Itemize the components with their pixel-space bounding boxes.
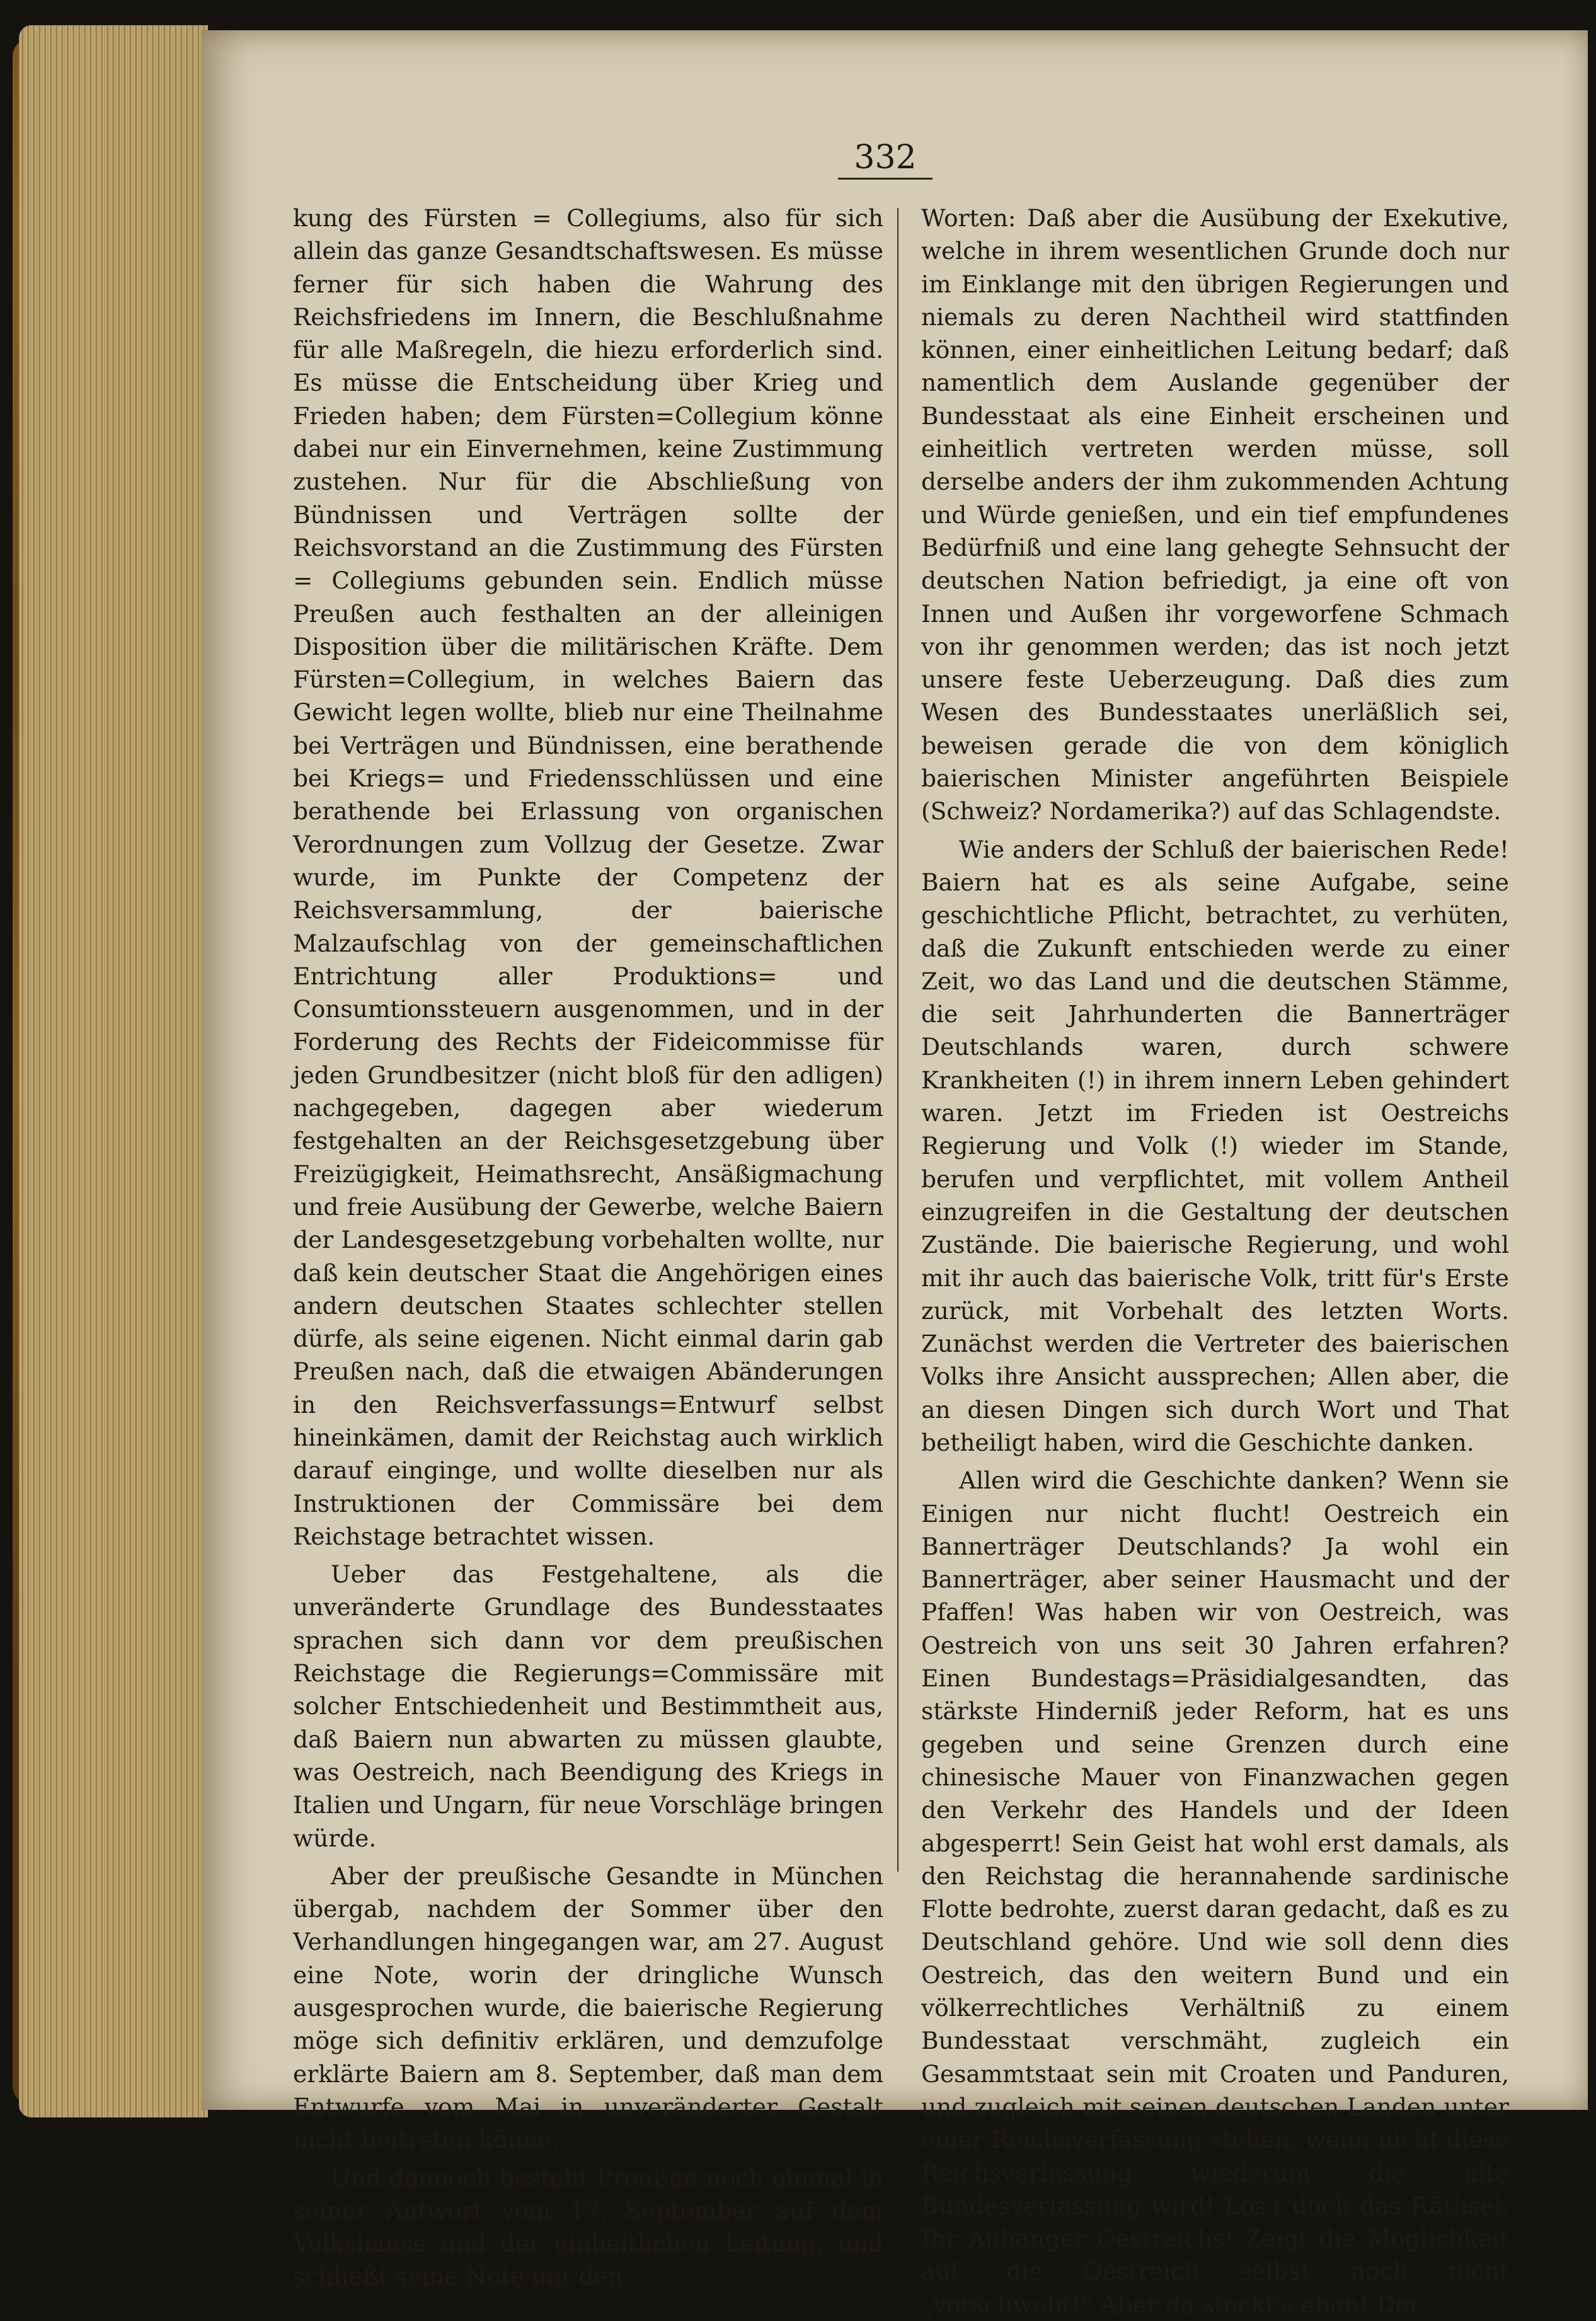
page-number: 332 — [854, 139, 917, 176]
column-divider — [897, 208, 898, 1872]
page-stack-edge — [19, 25, 208, 2117]
paragraph: Aber der preußische Gesandte in München übergab, nachdem der Sommer über den Verhandlungen hingegangen war, am 27. August eine Note, worin der dringliche Wunsch ausgesprochen wurde, die baierische Regierung möge sich definitiv erklären, und demzufolge erklärte Baiern am 8. September, daß man dem Entwurfe vom Mai in unveränderter Gestalt nicht beitreten könne. — [293, 1862, 883, 2154]
left-column — [293, 202, 883, 2293]
paragraph: Allen wird die Geschichte danken? Wenn sie Einigen nur nicht flucht! Oestreich ein Bannerträger Deutschlands? Ja wohl ein Bannerträger, aber seiner Hausmacht und der Pfaffen! Was haben wir von Oestreich, was Oestreich von uns seit 30 Jahren erfahren? Einen Bundestags=Präsidialgesandten, das stärkste Hinderniß jeder Reform, hat es uns gegeben und seine Grenzen durch eine chinesische Mauer von Finanzwachen gegen den Verkehr des Handels und der Ideen abgesperrt! Sein Geist hat wohl erst damals, als den Reichstag die herannahende sardinische Flotte bedrohte, zuerst daran gedacht, daß es zu Deutschland gehöre. Und wie soll denn dies Oestreich, das den weitern Bund und ein völkerrechtliches Verhältniß zu einem Bundesstaat verschmäht, zugleich ein Gesammtstaat sein mit Croaten und Panduren, und zugleich mit seinen deutschen Landen unter einer Reichsverfassung stehen, wenn nicht diese Reichsverfassung wiederum die alte Bundesverfassung wird! Lös't doch das Räthsel, Ihr Anhänger Oestreichs! Zeigt die Möglichkeit auf, die Oestreich selbst noch nicht „vorschwebt!“ Aber da steckt's eben! Der — [921, 1466, 1509, 2318]
paragraph: Wie anders der Schluß der baierischen Rede! Baiern hat es als seine Aufgabe, seine geschichtliche Pflicht, betrachtet, zu verhüten, daß die Zukunft entschieden werde zu einer Zeit, wo das Land und die deutschen Stämme, die seit Jahrhunderten die Bannerträger Deutschlands waren, durch schwere Krankheiten (!) in ihrem innern Leben gehindert waren. Jetzt im Frieden ist Oestreichs Regierung und Volk (!) wieder im Stande, berufen und verpflichtet, mit vollem Antheil einzugreifen in die Gestaltung der deutschen Zustände. Die baierische Regierung, und wohl mit ihr auch das baierische Volk, tritt für's Erste zurück, mit Vorbehalt des letzten Worts. Zunächst werden die Vertreter des baierischen Volks ihre Ansicht aussprechen; Allen aber, die an diesen Dingen sich durch Wort und That betheiligt haben, wird die Geschichte danken. — [921, 835, 1509, 1456]
paragraph: Und dennoch besteht Preußen noch einmal in seiner Antwort vom 17. September auf dem Volkshause und der einheitlichen Leitung, und schließt seine Note mit den — [293, 2163, 883, 2291]
right-column — [921, 202, 1509, 2321]
header-rule — [838, 178, 933, 180]
paragraph: kung des Fürsten = Collegiums, also für sich allein das ganze Gesandtschaftswesen. Es müsse ferner für sich haben die Wahrung des Reichsfriedens im Innern, die Beschlußnahme für alle Maßregeln, die hiezu erforderlich sind. Es müsse die Entscheidung über Krieg und Frieden haben; dem Fürsten=Collegium könne dabei nur ein Einvernehmen, keine Zustimmung zustehen. Nur für die Abschließung von Bündnissen und Verträgen sollte der Reichsvorstand an die Zustimmung des Fürsten = Collegiums gebunden sein. Endlich müsse Preußen auch festhalten an der alleinigen Disposition über die militärischen Kräfte. Dem Fürsten=Collegium, in welches Baiern das Gewicht legen wollte, blieb nur eine Theilnahme bei Verträgen und Bündnissen, eine berathende bei Kriegs= und Friedensschlüssen und eine berathende bei Erlassung von organischen Verordnungen zum Vollzug der Gesetze. Zwar wurde, im Punkte der Competenz der Reichsversammlung, der baierische Malzaufschlag von der gemeinschaftlichen Entrichtung aller Produktions= und Consumtionssteuern ausgenommen, und in der Forderung des Rechts der Fideicommisse für jeden Grundbesitzer (nicht bloß für den adligen) nachgegeben, dagegen aber wiederum festgehalten an der Reichsgesetzgebung über Freizügigkeit, Heimathsrecht, Ansäßigmachung und freie Ausübung der Gewerbe, welche Baiern der Landesgesetzgebung vorbehalten wollte, nur daß kein deutscher Staat die Angehörigen eines andern deutschen Staates schlechter stellen dürfe, als seine eigenen. Nicht einmal darin gab Preußen nach, daß die etwaigen Abänderungen in den Reichsverfassungs=Entwurf selbst hineinkämen, damit der Reichstag auch wirklich darauf einginge, und wollte dieselben nur als Instruktionen der Commissäre bei dem Reichstage betrachtet wissen. — [293, 204, 883, 1550]
paragraph: Worten: Daß aber die Ausübung der Exekutive, welche in ihrem wesentlichen Grunde doch nur im Einklange mit den übrigen Regierungen und niemals zu deren Nachtheil wird stattfinden können, einer einheitlichen Leitung bedarf; daß namentlich dem Auslande gegenüber der Bundesstaat als eine Einheit erscheinen und einheitlich vertreten werden müsse, soll derselbe anders der ihm zukommenden Achtung und Würde genießen, und ein tief empfundenes Bedürfniß und eine lang gehegte Sehnsucht der deutschen Nation befriedigt, ja eine oft von Innen und Außen ihr vorgeworfene Schmach von ihr genommen werden; das ist noch jetzt unsere feste Ueberzeugung. Daß dies zum Wesen des Bundesstaates unerläßlich sei, beweisen gerade die von dem königlich baierischen Minister angeführten Beispiele (Schweiz? Nordamerika?) auf das Schlagendste. — [921, 204, 1509, 826]
paragraph: Ueber das Festgehaltene, als die unveränderte Grundlage des Bundesstaates sprachen sich dann vor dem preußischen Reichstage die Regierungs=Commissäre mit solcher Entschiedenheit und Bestimmtheit aus, daß Baiern nun abwarten zu müssen glaubte, was Oestreich, nach Beendigung des Kriegs in Italien und Ungarn, für neue Vorschläge bringen würde. — [293, 1560, 883, 1852]
